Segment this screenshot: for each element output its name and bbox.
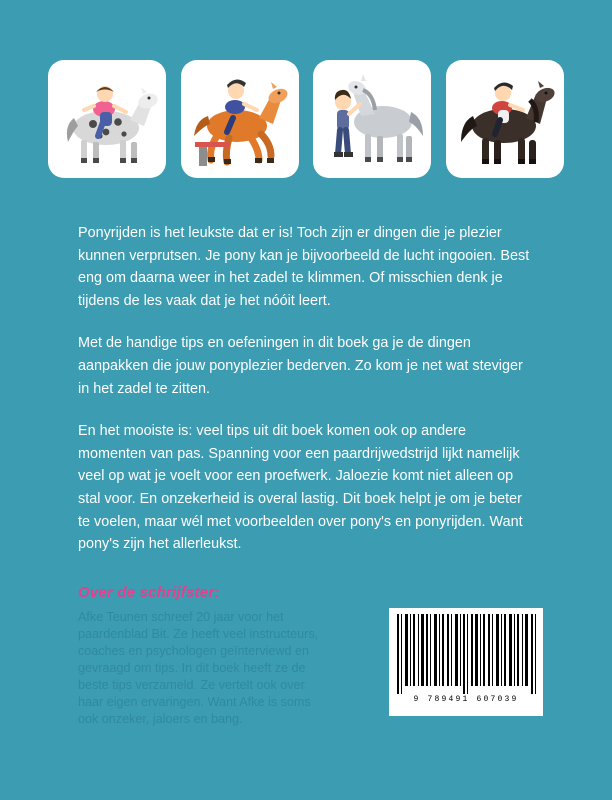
barcode-digits: 9 789491 607039 <box>413 695 519 704</box>
illustration-rider-on-dark-horse <box>446 60 564 178</box>
blurb-paragraph-2: Met de handige tips en oefeningen in dit boek ga je de dingen aanpakken die jouw ponyplezier bederven. Zo kom je net wat steviger in het zadel te zitten. <box>78 335 523 397</box>
blurb-paragraph-3: En het mooiste is: veel tips uit dit boek komen ook op andere momenten van pas. Spanning voor een paardrijwedstrijd lijkt namelijk veel op wat je voelt voor een proefwerk. Jaloezie komt niet alleen op stal voor. En onzekerheid is overal lastig. Dit boek helpt je om je beter te voelen, maar wél met voorbeelden over pony's en ponyrijden. Want pony's zijn het allerleukst. <box>78 423 523 553</box>
blurb-paragraph-1: Ponyrijden is het leukste dat er is! Toch zijn er dingen die je plezier kunnen verprutsen. Je pony kan je bijvoorbeeld de lucht ingooien. Best eng om daarna weer in het zadel te klimmen. Of misschien denk je tijdens de les vaak dat je het nóóit leert. <box>78 225 530 309</box>
isbn-barcode <box>389 608 543 716</box>
barcode-bars <box>395 614 537 694</box>
illustration-pony-with-rider-spotted <box>48 60 166 178</box>
illustration-strip <box>48 60 564 178</box>
illustration-person-leading-grey-pony <box>313 60 431 178</box>
author-heading: Over de schrijfster: <box>78 584 220 601</box>
author-bio: Afke Teunen schreef 20 jaar voor het paardenblad Bit. Ze heeft veel instructeurs, coaches en psychologen geïnterviewd en gevraagd om tips. In dit boek heeft ze de beste tips verzameld. Ze vertelt ook over haar eigen ervaringen. Want Afke is soms ook onzeker, jaloers en bang. <box>78 610 319 726</box>
illustration-pony-jumping-chestnut <box>181 60 299 178</box>
back-cover-blurb <box>78 222 530 576</box>
author-block <box>78 584 328 728</box>
